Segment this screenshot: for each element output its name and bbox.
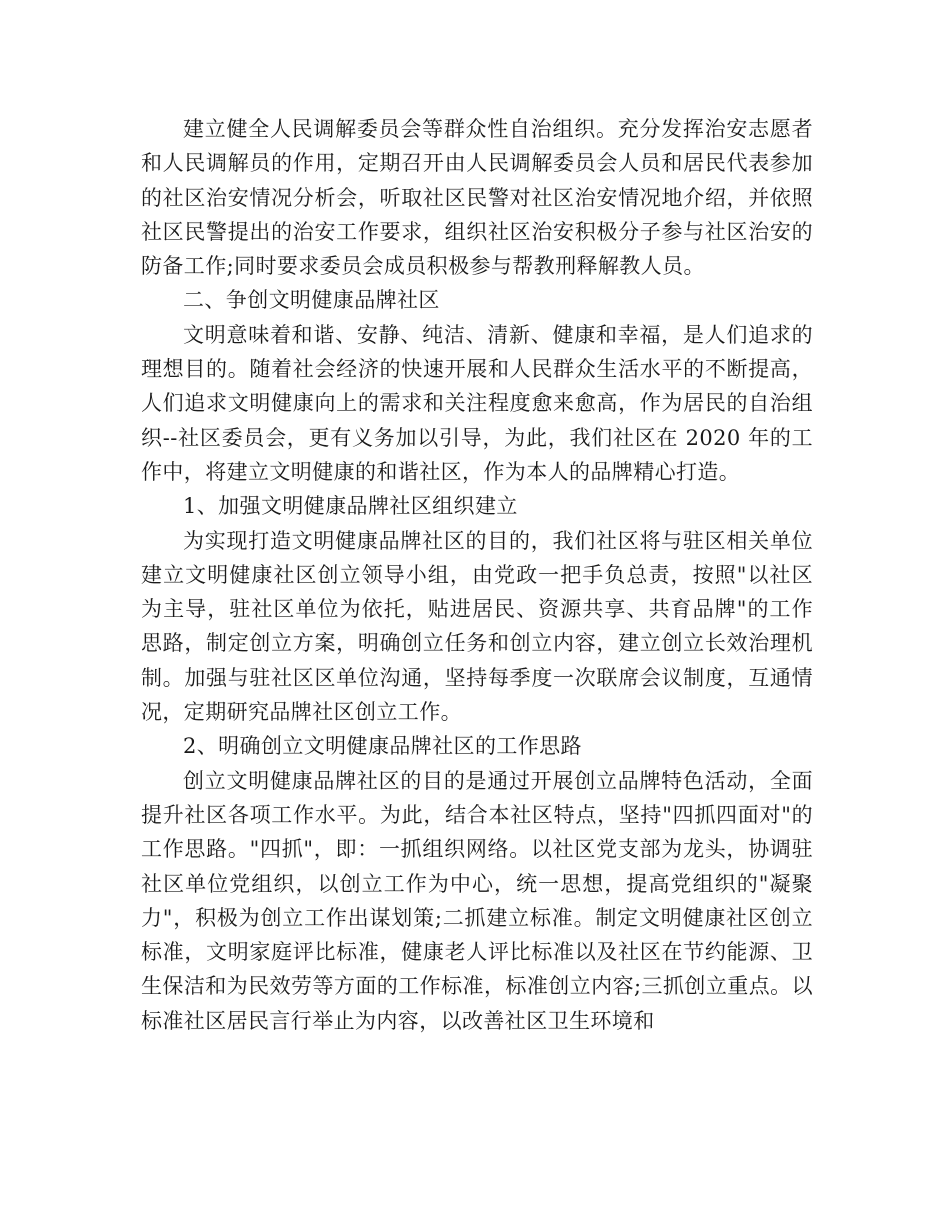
paragraph-mediation-committee: 建立健全人民调解委员会等群众性自治组织。充分发挥治安志愿者和人民调解员的作用，定期召开由人民调解委员会人员和居民代表参加的社区治安情况分析会，听取社区民警对社区治安情况地介绍，并依照社区民警提出的治安工作要求，组织社区治安积极分子参与社区治安的防备工作;同时要求委员会成员积极参与帮教刑释解教人员。 — [141, 117, 813, 279]
subheading-organization-building: 1、加强文明健康品牌社区组织建立 — [183, 494, 518, 519]
paragraph-organization-building: 为实现打造文明健康品牌社区的目的，我们社区将与驻区相关单位建立文明健康社区创立领导小组，由党政一把手负总责，按照"以社区为主导，驻社区单位为依托，贴进居民、资源共享、共育品牌"的工作思路，制定创立方案，明确创立任务和创立内容，建立创立长效治理机制。加强与驻社区区单位沟通，坚持每季度一次联席会议制度，互通情况，定期研究品牌社区创立工作。 — [141, 528, 813, 725]
document-body — [141, 112, 813, 1038]
paragraph-civilization-meaning: 文明意味着和谐、安静、纯洁、清新、健康和幸福，是人们追求的理想目的。随着社会经济的快速开展和人民群众生活水平的不断提高，人们追求文明健康向上的需求和关注程度愈来愈高，作为居民的自治组织--社区委员会，更有义务加以引导，为此，我们社区在 2020 年的工作中，将建立文明健康的和谐社区，作为本人的品牌精心打造。 — [141, 322, 813, 484]
paragraph-work-approach: 创立文明健康品牌社区的目的是通过开展创立品牌特色活动，全面提升社区各项工作水平。为此，结合本社区特点，坚持"四抓四面对"的工作思路。"四抓"，即：一抓组织网络。以社区党支部为龙头，协调驻社区单位党组织，以创立工作为中心，统一思想，提高党组织的"凝聚力"，积极为创立工作出谋划策;二抓建立标准。制定文明健康社区创立标准，文明家庭评比标准，健康老人评比标准以及社区在节约能源、卫生保洁和为民效劳等方面的工作标准，标准创立内容;三抓创立重点。以标准社区居民言行举止为内容，以改善社区卫生环境和 — [141, 768, 813, 1033]
section-heading-civilized-community: 二、争创文明健康品牌社区 — [183, 288, 440, 313]
subheading-work-approach: 2、明确创立文明健康品牌社区的工作思路 — [183, 734, 582, 759]
